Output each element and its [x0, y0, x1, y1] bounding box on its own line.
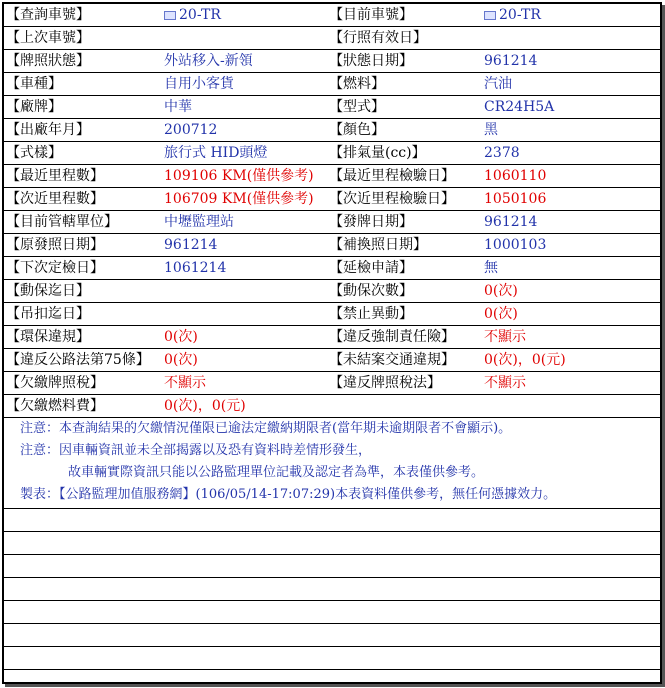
field-value: 0(次)，0(元): [484, 352, 566, 368]
info-row: [4, 211, 660, 234]
info-row: [4, 142, 660, 165]
info-row: [4, 4, 660, 27]
field-label: 【補換照日期】: [329, 237, 427, 253]
field-value: 無: [484, 260, 498, 276]
field-label: 【狀態日期】: [329, 53, 413, 69]
field-label: 【動保次數】: [329, 283, 413, 299]
field-label: 【下次定檢日】: [6, 260, 104, 276]
blank-line: [4, 601, 660, 624]
info-row: [4, 73, 660, 96]
info-row: [4, 119, 660, 142]
note-arrears: 注意：本查詢結果的欠繳情況僅限已逾法定繳納期限者(當年期未逾期限者不會顯示)。: [20, 421, 512, 436]
field-value: 1000103: [484, 237, 547, 253]
field-label: 【吊扣迄日】: [6, 306, 90, 322]
field-label: 【禁止異動】: [329, 306, 413, 322]
info-table: [4, 4, 660, 418]
field-label: 【排氣量(cc)】: [329, 145, 426, 161]
field-label: 【上次車號】: [6, 30, 90, 46]
field-label: 【型式】: [329, 99, 385, 115]
field-label: 【目前車號】: [329, 7, 413, 23]
field-label: 【次近里程數】: [6, 191, 104, 207]
note-disclaimer-2: 故車輛實際資訊只能以公路監理單位記載及認定者為準，本表僅供參考。: [68, 465, 485, 480]
field-value: 20-TR: [164, 4, 329, 26]
field-value: 1061214: [164, 260, 227, 276]
field-value: [484, 395, 659, 417]
field-value: [164, 27, 329, 49]
field-value: 中華: [164, 99, 192, 115]
field-value: [164, 303, 329, 325]
field-value: 1060110: [484, 168, 547, 184]
field-label: 【延檢申請】: [329, 260, 413, 276]
field-label: 【欠繳牌照稅】: [6, 375, 104, 391]
field-label: 【牌照狀態】: [6, 53, 90, 69]
field-label: 【次近里程檢驗日】: [329, 191, 455, 207]
field-label: 【動保迄日】: [6, 283, 90, 299]
blank-line: [4, 532, 660, 555]
field-label: [329, 395, 484, 417]
field-value: 109106 KM(僅供參考): [164, 168, 314, 184]
info-row: [4, 50, 660, 73]
field-label: 【發牌日期】: [329, 214, 413, 230]
field-label: 【原發照日期】: [6, 237, 104, 253]
field-value: [164, 280, 329, 302]
field-value: 0(次): [164, 352, 198, 368]
blank-lines: [4, 509, 660, 684]
field-label: 【未結案交通違規】: [329, 352, 455, 368]
field-value: 961214: [164, 237, 218, 253]
note-source: 製表：【公路監理加值服務網】(106/05/14-17:07:29)本表資料僅供參考，無任何憑據效力。: [4, 484, 660, 509]
note-disclaimer-1: 注意：因車輛資訊並未全部揭露以及恐有資料時差情形發生，: [20, 443, 372, 458]
field-label: 【目前管轄單位】: [6, 214, 118, 230]
field-label: 【查詢車號】: [6, 7, 90, 23]
field-value: 1050106: [484, 191, 547, 207]
field-label: 【燃料】: [329, 76, 385, 92]
field-label: 【出廠年月】: [6, 122, 90, 138]
field-value: 0(次)，0(元): [164, 398, 246, 414]
field-label: 【欠繳燃料費】: [6, 398, 104, 414]
field-label: 【最近里程數】: [6, 168, 104, 184]
blank-line: [4, 578, 660, 601]
info-row: [4, 303, 660, 326]
vehicle-report: [2, 2, 662, 684]
field-label: 【違反牌照稅法】: [329, 375, 441, 391]
field-label: 【最近里程檢驗日】: [329, 168, 455, 184]
blank-line: [4, 670, 660, 684]
field-label: 【顏色】: [329, 122, 385, 138]
field-value: 不顯示: [484, 329, 526, 345]
field-value: CR24H5A: [484, 99, 555, 115]
info-row: [4, 326, 660, 349]
blank-line: [4, 647, 660, 670]
field-label: 【違反公路法第75條】: [6, 352, 150, 368]
info-row: [4, 372, 660, 395]
info-row: [4, 96, 660, 119]
info-row: [4, 188, 660, 211]
info-row: [4, 349, 660, 372]
field-value: 自用小客貨: [164, 76, 234, 92]
info-row: [4, 165, 660, 188]
field-label: 【行照有效日】: [329, 30, 427, 46]
field-value: 2378: [484, 145, 520, 161]
info-row: [4, 395, 660, 418]
plate-icon: [164, 11, 176, 20]
field-value: 200712: [164, 122, 218, 138]
field-value: 旅行式 HID頭燈: [164, 145, 268, 161]
field-value: 0(次): [484, 306, 518, 322]
field-value: 外站移入-新領: [164, 53, 253, 69]
field-value: 961214: [484, 214, 538, 230]
field-value: 汽油: [484, 76, 512, 92]
field-value: 黑: [484, 122, 498, 138]
field-label: 【環保違規】: [6, 329, 90, 345]
field-value: 0(次): [164, 329, 198, 345]
field-value: [484, 27, 659, 49]
info-row: [4, 234, 660, 257]
blank-line: [4, 509, 660, 532]
field-value: 不顯示: [164, 375, 206, 391]
field-label: 【違反強制責任險】: [329, 329, 455, 345]
field-value: 106709 KM(僅供參考): [164, 191, 314, 207]
blank-line: [4, 555, 660, 578]
field-label: 【廠牌】: [6, 99, 62, 115]
info-row: [4, 27, 660, 50]
field-value: 961214: [484, 53, 538, 69]
plate-icon: [484, 11, 496, 20]
field-label: 【式樣】: [6, 145, 62, 161]
field-value: 中壢監理站: [164, 214, 234, 230]
blank-line: [4, 624, 660, 647]
info-row: [4, 257, 660, 280]
field-label: 【車種】: [6, 76, 62, 92]
field-value: 20-TR: [484, 4, 659, 26]
field-value: 不顯示: [484, 375, 526, 391]
info-row: [4, 280, 660, 303]
field-value: 0(次): [484, 283, 518, 299]
